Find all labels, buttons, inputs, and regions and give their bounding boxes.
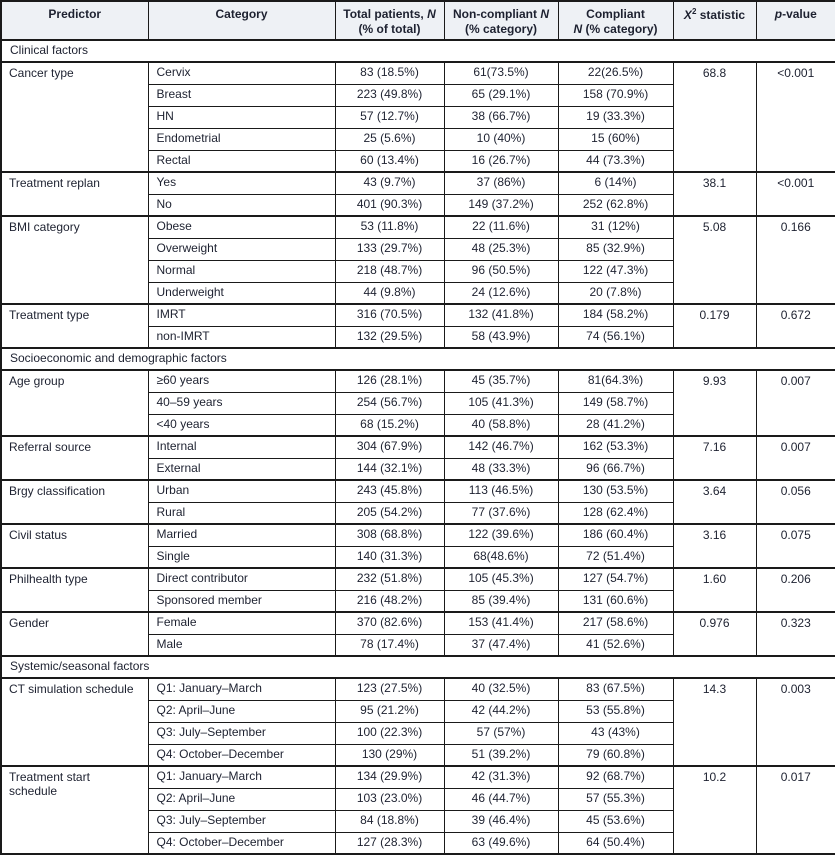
chi2-statistic-cell: 3.16: [673, 524, 756, 568]
noncompliant-cell: 149 (37.2%): [444, 194, 558, 216]
total-patients-cell: 60 (13.4%): [335, 150, 444, 172]
table-row: [1, 524, 835, 546]
category-cell: Obese: [148, 216, 335, 238]
compliant-cell: 81(64.3%): [558, 370, 673, 392]
compliant-cell: 74 (56.1%): [558, 326, 673, 348]
compliant-cell: 64 (50.4%): [558, 832, 673, 854]
table-row: [1, 568, 835, 590]
total-patients-cell: 218 (48.7%): [335, 260, 444, 282]
category-cell: Endometrial: [148, 128, 335, 150]
total-patients-cell: 132 (29.5%): [335, 326, 444, 348]
total-patients-cell: 134 (29.9%): [335, 766, 444, 788]
section-row: [1, 40, 835, 62]
category-cell: 40–59 years: [148, 392, 335, 414]
compliant-cell: 19 (33.3%): [558, 106, 673, 128]
section-row: [1, 656, 835, 678]
category-cell: Rural: [148, 502, 335, 524]
noncompliant-cell: 45 (35.7%): [444, 370, 558, 392]
category-cell: Breast: [148, 84, 335, 106]
noncompliant-cell: 61(73.5%): [444, 62, 558, 84]
category-cell: Male: [148, 634, 335, 656]
category-cell: Q3: July–September: [148, 722, 335, 744]
total-patients-cell: 103 (23.0%): [335, 788, 444, 810]
total-patients-cell: 78 (17.4%): [335, 634, 444, 656]
chi2-statistic-cell: 0.976: [673, 612, 756, 656]
compliant-cell: 43 (43%): [558, 722, 673, 744]
compliant-cell: 128 (62.4%): [558, 502, 673, 524]
pvalue-cell: 0.007: [756, 436, 835, 480]
noncompliant-cell: 63 (49.6%): [444, 832, 558, 854]
column-header-chi2: $X^2$ statistic: [673, 1, 756, 40]
table-row: [1, 62, 835, 84]
chi2-statistic-cell: 10.2: [673, 766, 756, 854]
compliant-cell: 252 (62.8%): [558, 194, 673, 216]
total-patients-cell: 304 (67.9%): [335, 436, 444, 458]
table-row: [1, 678, 835, 700]
compliant-cell: 186 (60.4%): [558, 524, 673, 546]
category-cell: Q2: April–June: [148, 700, 335, 722]
total-patients-cell: 144 (32.1%): [335, 458, 444, 480]
pvalue-cell: 0.017: [756, 766, 835, 854]
noncompliant-cell: 153 (41.4%): [444, 612, 558, 634]
noncompliant-cell: 40 (32.5%): [444, 678, 558, 700]
compliant-cell: 22(26.5%): [558, 62, 673, 84]
table-header: [1, 1, 835, 40]
category-cell: Urban: [148, 480, 335, 502]
chi2-statistic-cell: 68.8: [673, 62, 756, 172]
total-patients-cell: 216 (48.2%): [335, 590, 444, 612]
chi2-statistic-cell: 1.60: [673, 568, 756, 612]
noncompliant-cell: 38 (66.7%): [444, 106, 558, 128]
predictor-cell: Cancer type: [1, 62, 148, 172]
compliant-cell: 127 (54.7%): [558, 568, 673, 590]
noncompliant-cell: 68(48.6%): [444, 546, 558, 568]
noncompliant-cell: 42 (31.3%): [444, 766, 558, 788]
predictor-cell: Age group: [1, 370, 148, 436]
table-row: [1, 436, 835, 458]
total-patients-cell: 140 (31.3%): [335, 546, 444, 568]
noncompliant-cell: 37 (86%): [444, 172, 558, 194]
chi2-statistic-cell: 3.64: [673, 480, 756, 524]
table-row: [1, 766, 835, 788]
predictor-cell: Treatment type: [1, 304, 148, 348]
category-cell: Married: [148, 524, 335, 546]
noncompliant-cell: 37 (47.4%): [444, 634, 558, 656]
predictor-cell: Gender: [1, 612, 148, 656]
table-row: [1, 370, 835, 392]
pvalue-cell: 0.206: [756, 568, 835, 612]
noncompliant-cell: 48 (25.3%): [444, 238, 558, 260]
total-patients-cell: 223 (49.8%): [335, 84, 444, 106]
category-cell: IMRT: [148, 304, 335, 326]
compliant-cell: 41 (52.6%): [558, 634, 673, 656]
predictor-cell: Philhealth type: [1, 568, 148, 612]
chi2-statistic-cell: 38.1: [673, 172, 756, 216]
total-patients-cell: 95 (21.2%): [335, 700, 444, 722]
table-row: [1, 304, 835, 326]
compliant-cell: 122 (47.3%): [558, 260, 673, 282]
noncompliant-cell: 105 (45.3%): [444, 568, 558, 590]
total-patients-cell: 316 (70.5%): [335, 304, 444, 326]
category-cell: Cervix: [148, 62, 335, 84]
table-row: [1, 216, 835, 238]
column-header-predictor: Predictor: [1, 1, 148, 40]
pvalue-cell: <0.001: [756, 62, 835, 172]
category-cell: Q1: January–March: [148, 766, 335, 788]
total-patients-cell: 308 (68.8%): [335, 524, 444, 546]
column-header-noncompliant: Non-compliant N (% category): [444, 1, 558, 40]
noncompliant-cell: 16 (26.7%): [444, 150, 558, 172]
chi2-statistic-cell: 5.08: [673, 216, 756, 304]
compliant-cell: 44 (73.3%): [558, 150, 673, 172]
noncompliant-cell: 22 (11.6%): [444, 216, 558, 238]
total-patients-cell: 53 (11.8%): [335, 216, 444, 238]
table-row: [1, 480, 835, 502]
category-cell: Rectal: [148, 150, 335, 172]
compliant-cell: 149 (58.7%): [558, 392, 673, 414]
category-cell: Underweight: [148, 282, 335, 304]
pvalue-cell: 0.166: [756, 216, 835, 304]
noncompliant-cell: 58 (43.9%): [444, 326, 558, 348]
category-cell: Direct contributor: [148, 568, 335, 590]
compliant-cell: 45 (53.6%): [558, 810, 673, 832]
compliant-cell: 31 (12%): [558, 216, 673, 238]
compliant-cell: 158 (70.9%): [558, 84, 673, 106]
chi2-statistic-cell: 0.179: [673, 304, 756, 348]
pvalue-cell: 0.075: [756, 524, 835, 568]
category-cell: ≥60 years: [148, 370, 335, 392]
noncompliant-cell: 40 (58.8%): [444, 414, 558, 436]
compliant-cell: 53 (55.8%): [558, 700, 673, 722]
total-patients-cell: 83 (18.5%): [335, 62, 444, 84]
compliant-cell: 6 (14%): [558, 172, 673, 194]
category-cell: No: [148, 194, 335, 216]
total-patients-cell: 123 (27.5%): [335, 678, 444, 700]
category-cell: External: [148, 458, 335, 480]
total-patients-cell: 127 (28.3%): [335, 832, 444, 854]
predictor-cell: CT simulation schedule: [1, 678, 148, 766]
category-cell: Q4: October–December: [148, 744, 335, 766]
column-header-compliant: Compliant N (% category): [558, 1, 673, 40]
total-patients-cell: 44 (9.8%): [335, 282, 444, 304]
column-header-pvalue: p-value: [756, 1, 835, 40]
compliant-cell: 79 (60.8%): [558, 744, 673, 766]
compliant-cell: 57 (55.3%): [558, 788, 673, 810]
noncompliant-cell: 122 (39.6%): [444, 524, 558, 546]
compliant-cell: 72 (51.4%): [558, 546, 673, 568]
category-cell: Female: [148, 612, 335, 634]
table-row: [1, 612, 835, 634]
column-header-category: Category: [148, 1, 335, 40]
noncompliant-cell: 65 (29.1%): [444, 84, 558, 106]
pvalue-cell: 0.056: [756, 480, 835, 524]
category-cell: Single: [148, 546, 335, 568]
total-patients-cell: 133 (29.7%): [335, 238, 444, 260]
table-row: [1, 172, 835, 194]
compliant-cell: 28 (41.2%): [558, 414, 673, 436]
section-header: Socioeconomic and demographic factors: [1, 348, 835, 370]
pvalue-cell: 0.672: [756, 304, 835, 348]
chi2-statistic-cell: 14.3: [673, 678, 756, 766]
noncompliant-cell: 132 (41.8%): [444, 304, 558, 326]
category-cell: Q1: January–March: [148, 678, 335, 700]
compliant-cell: 131 (60.6%): [558, 590, 673, 612]
total-patients-cell: 232 (51.8%): [335, 568, 444, 590]
predictor-cell: Treatment start schedule: [1, 766, 148, 854]
category-cell: non-IMRT: [148, 326, 335, 348]
noncompliant-cell: 105 (41.3%): [444, 392, 558, 414]
noncompliant-cell: 57 (57%): [444, 722, 558, 744]
category-cell: HN: [148, 106, 335, 128]
total-patients-cell: 401 (90.3%): [335, 194, 444, 216]
pvalue-cell: <0.001: [756, 172, 835, 216]
noncompliant-cell: 85 (39.4%): [444, 590, 558, 612]
section-header: Clinical factors: [1, 40, 835, 62]
column-header-total: Total patients, N (% of total): [335, 1, 444, 40]
predictor-cell: Brgy classification: [1, 480, 148, 524]
section-header: Systemic/seasonal factors: [1, 656, 835, 678]
section-row: [1, 348, 835, 370]
chi2-statistic-cell: 7.16: [673, 436, 756, 480]
noncompliant-cell: 77 (37.6%): [444, 502, 558, 524]
noncompliant-cell: 48 (33.3%): [444, 458, 558, 480]
total-patients-cell: 205 (54.2%): [335, 502, 444, 524]
predictor-cell: Referral source: [1, 436, 148, 480]
noncompliant-cell: 142 (46.7%): [444, 436, 558, 458]
total-patients-cell: 68 (15.2%): [335, 414, 444, 436]
noncompliant-cell: 113 (46.5%): [444, 480, 558, 502]
total-patients-cell: 25 (5.6%): [335, 128, 444, 150]
category-cell: Overweight: [148, 238, 335, 260]
total-patients-cell: 370 (82.6%): [335, 612, 444, 634]
compliant-cell: 83 (67.5%): [558, 678, 673, 700]
compliant-cell: 217 (58.6%): [558, 612, 673, 634]
compliant-cell: 184 (58.2%): [558, 304, 673, 326]
total-patients-cell: 43 (9.7%): [335, 172, 444, 194]
category-cell: <40 years: [148, 414, 335, 436]
noncompliant-cell: 24 (12.6%): [444, 282, 558, 304]
category-cell: Normal: [148, 260, 335, 282]
compliant-cell: 85 (32.9%): [558, 238, 673, 260]
total-patients-cell: 126 (28.1%): [335, 370, 444, 392]
total-patients-cell: 130 (29%): [335, 744, 444, 766]
category-cell: Internal: [148, 436, 335, 458]
table-body: [1, 40, 835, 854]
compliant-cell: 162 (53.3%): [558, 436, 673, 458]
noncompliant-cell: 51 (39.2%): [444, 744, 558, 766]
noncompliant-cell: 42 (44.2%): [444, 700, 558, 722]
predictor-cell: Treatment replan: [1, 172, 148, 216]
noncompliant-cell: 10 (40%): [444, 128, 558, 150]
total-patients-cell: 254 (56.7%): [335, 392, 444, 414]
chi2-statistic-cell: 9.93: [673, 370, 756, 436]
compliant-cell: 96 (66.7%): [558, 458, 673, 480]
compliant-cell: 15 (60%): [558, 128, 673, 150]
compliant-cell: 92 (68.7%): [558, 766, 673, 788]
total-patients-cell: 84 (18.8%): [335, 810, 444, 832]
predictor-cell: BMI category: [1, 216, 148, 304]
category-cell: Yes: [148, 172, 335, 194]
compliant-cell: 130 (53.5%): [558, 480, 673, 502]
noncompliant-cell: 39 (46.4%): [444, 810, 558, 832]
header-row: [1, 1, 835, 40]
total-patients-cell: 57 (12.7%): [335, 106, 444, 128]
category-cell: Q3: July–September: [148, 810, 335, 832]
total-patients-cell: 100 (22.3%): [335, 722, 444, 744]
noncompliant-cell: 46 (44.7%): [444, 788, 558, 810]
pvalue-cell: 0.003: [756, 678, 835, 766]
pvalue-cell: 0.007: [756, 370, 835, 436]
category-cell: Q2: April–June: [148, 788, 335, 810]
predictor-cell: Civil status: [1, 524, 148, 568]
total-patients-cell: 243 (45.8%): [335, 480, 444, 502]
category-cell: Q4: October–December: [148, 832, 335, 854]
pvalue-cell: 0.323: [756, 612, 835, 656]
noncompliant-cell: 96 (50.5%): [444, 260, 558, 282]
compliant-cell: 20 (7.8%): [558, 282, 673, 304]
category-cell: Sponsored member: [148, 590, 335, 612]
